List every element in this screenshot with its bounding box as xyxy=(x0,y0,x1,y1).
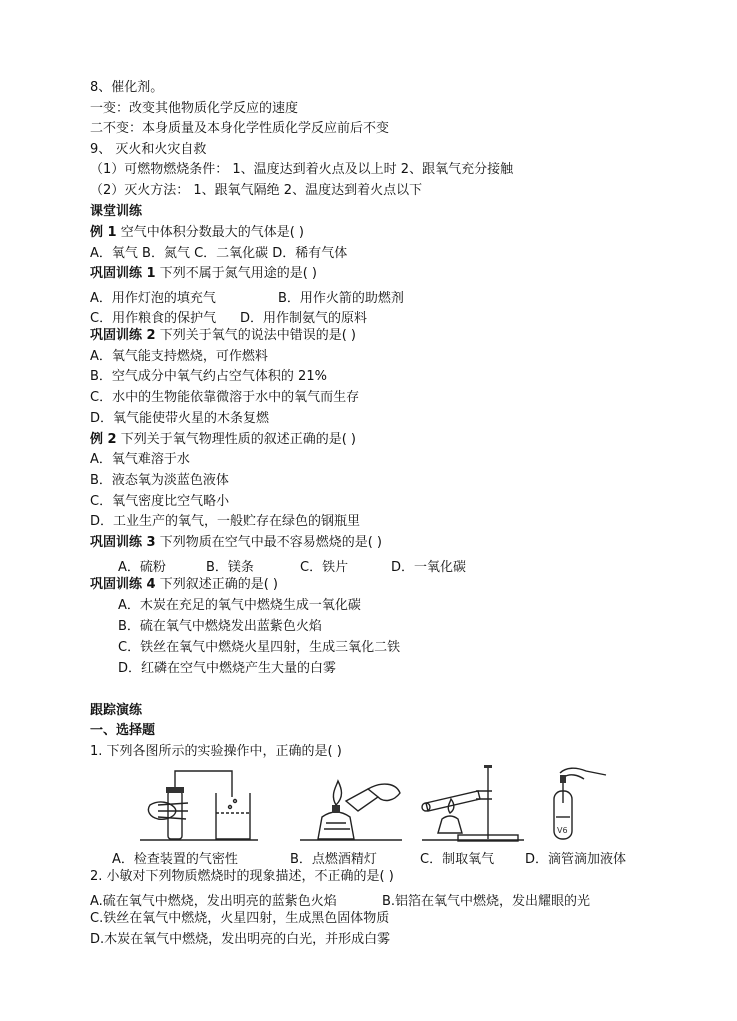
sec9-line2: （2）灭火方法： 1、跟氧气隔绝 2、温度达到着火点以下 xyxy=(90,183,423,198)
drill3-question xyxy=(90,535,382,551)
drill3-option-b: B．镁条 xyxy=(206,560,254,575)
drill4-question xyxy=(90,577,278,593)
drill3-option-d: D．一氧化碳 xyxy=(391,560,467,575)
sec8-line2: 二不变：本身质量及本身化学性质化学反应前后不变 xyxy=(90,121,390,136)
drill2-option-c: C．水中的生物能依靠微溶于水中的氧气而生存 xyxy=(90,390,360,405)
q2-option-a: A.硫在氧气中燃烧，发出明亮的蓝紫色火焰 xyxy=(90,894,337,909)
ex2-option-c: C．氧气密度比空气略小 xyxy=(90,494,230,509)
drill1-option-c: C．用作粮食的保护气 xyxy=(90,311,217,326)
drill3-option-a: A．硫粉 xyxy=(118,560,166,575)
drill1-stem: 下列不属于氮气用途的是( ) xyxy=(155,266,317,281)
sec8-title: 8、催化剂。 xyxy=(90,80,164,95)
drill2-option-d: D．氧气能使带火星的木条复燃 xyxy=(90,411,270,426)
ex1-question xyxy=(90,225,304,241)
drill4-option-b: B．硫在氧气中燃烧发出蓝紫色火焰 xyxy=(118,619,322,634)
drill4-label: 巩固训练 4 xyxy=(90,577,156,592)
figure-alcohol-lamp-lighting xyxy=(296,763,406,843)
ex2-option-a: A．氧气难溶于水 xyxy=(90,452,190,467)
drill1-label: 巩固训练 1 xyxy=(90,266,156,281)
svg-text:V6: V6 xyxy=(557,826,568,835)
ex2-option-b: B．液态氧为淡蓝色液体 xyxy=(90,473,229,488)
drill2-stem: 下列关于氧气的说法中错误的是( ) xyxy=(155,328,356,343)
figure-airtightness-check xyxy=(140,763,260,843)
class-practice-heading: 课堂训练 xyxy=(90,204,143,219)
q1-stem: 1. 下列各图所示的实验操作中，正确的是( ) xyxy=(90,744,342,759)
q1-option-a: A．检查装置的气密性 xyxy=(112,852,238,867)
q1-option-c: C．制取氧气 xyxy=(420,852,495,867)
figure-oxygen-preparation xyxy=(418,763,528,843)
q2-stem: 2. 小敏对下列物质燃烧时的现象描述，不正确的是( ) xyxy=(90,869,394,884)
drill4-option-a: A．木炭在充足的氧气中燃烧生成一氧化碳 xyxy=(118,598,361,613)
drill1-option-b: B．用作火箭的助燃剂 xyxy=(278,291,404,306)
drill2-option-a: A．氧气能支持燃烧，可作燃料 xyxy=(90,349,268,364)
sec9-title: 9、 灭火和火灾自救 xyxy=(90,142,207,157)
drill2-label: 巩固训练 2 xyxy=(90,328,156,343)
q1-option-d: D．滴管滴加液体 xyxy=(525,852,627,867)
drill2-option-b: B．空气成分中氧气约占空气体积的 21% xyxy=(90,369,327,384)
drill3-option-c: C．铁片 xyxy=(300,560,349,575)
figure-dropper-adding-liquid xyxy=(540,763,620,843)
drill3-stem: 下列物质在空气中最不容易燃烧的是( ) xyxy=(155,535,382,550)
drill4-option-c: C．铁丝在氧气中燃烧火星四射，生成三氧化二铁 xyxy=(118,640,401,655)
q2-option-c: C.铁丝在氧气中燃烧，火星四射，生成黑色固体物质 xyxy=(90,911,390,926)
q2-option-b: B.铝箔在氧气中燃烧，发出耀眼的光 xyxy=(382,894,591,909)
ex1-options: A．氧气 B．氮气 C．二氧化碳 D．稀有气体 xyxy=(90,246,348,261)
drill1-option-a: A．用作灯泡的填充气 xyxy=(90,291,216,306)
sec9-line1: （1）可燃物燃烧条件： 1、温度达到着火点及以上时 2、跟氧气充分接触 xyxy=(90,162,514,177)
drill3-label: 巩固训练 3 xyxy=(90,535,156,550)
ex2-question xyxy=(90,432,356,448)
q2-option-d: D.木炭在氧气中燃烧，发出明亮的白光，并形成白雾 xyxy=(90,932,391,947)
drill1-option-d: D．用作制氨气的原料 xyxy=(240,311,368,326)
drill1-question xyxy=(90,266,317,282)
q1-option-b: B．点燃酒精灯 xyxy=(290,852,377,867)
drill4-option-d: D．红磷在空气中燃烧产生大量的白雾 xyxy=(118,661,337,676)
drill2-question xyxy=(90,328,356,344)
multiple-choice-heading: 一、选择题 xyxy=(90,723,156,738)
follow-up-heading: 跟踪演练 xyxy=(90,703,143,718)
ex1-stem: 空气中体积分数最大的气体是( ) xyxy=(116,225,304,240)
ex2-option-d: D．工业生产的氧气，一般贮存在绿色的钢瓶里 xyxy=(90,514,361,529)
sec8-line1: 一变：改变其他物质化学反应的速度 xyxy=(90,101,299,116)
ex2-label: 例 2 xyxy=(90,432,117,447)
ex1-label: 例 1 xyxy=(90,225,117,240)
ex2-stem: 下列关于氧气物理性质的叙述正确的是( ) xyxy=(116,432,356,447)
drill4-stem: 下列叙述正确的是( ) xyxy=(155,577,278,592)
